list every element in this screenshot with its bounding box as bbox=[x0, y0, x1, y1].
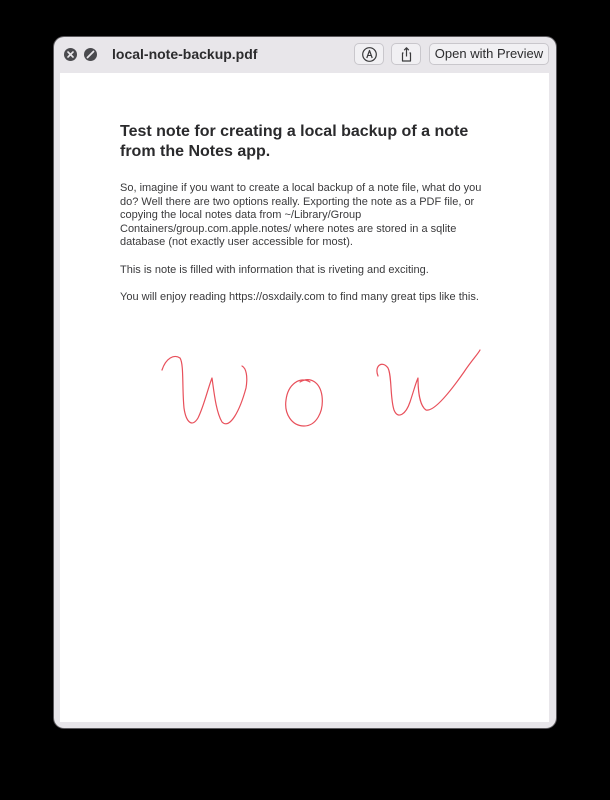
close-button[interactable] bbox=[64, 48, 77, 61]
document-title: Test note for creating a local backup of a note from the Notes app. bbox=[120, 123, 469, 160]
minimize-button[interactable] bbox=[84, 48, 97, 61]
open-with-preview-button[interactable]: Open with Preview bbox=[429, 43, 549, 65]
paragraph: So, imagine if you want to create a local backup of a note file, what do you do? Well there are two options really. Exporting the note as a PDF file, or copying the local notes data from ~/Library/Group Containers/group.com.apple.notes/ where notes are stored in a sqlite database (not exactly user accessible for most). bbox=[120, 182, 482, 248]
markup-button[interactable] bbox=[354, 43, 384, 65]
drawing-strokes bbox=[162, 350, 480, 426]
window-title: local-note-backup.pdf bbox=[112, 46, 258, 62]
paragraph: You will enjoy reading https://osxdaily.com to find many great tips like this. bbox=[120, 291, 479, 303]
close-x-icon bbox=[64, 48, 77, 61]
paragraph: This is note is filled with information that is riveting and exciting. bbox=[120, 263, 429, 276]
title-bar[interactable] bbox=[54, 37, 556, 71]
markup-pen-icon bbox=[361, 46, 378, 63]
share-button[interactable] bbox=[391, 43, 421, 65]
share-icon bbox=[398, 46, 415, 63]
quicklook-window bbox=[54, 37, 556, 728]
minimize-icon bbox=[84, 48, 97, 61]
document-content bbox=[120, 122, 495, 305]
pdf-page bbox=[60, 73, 549, 722]
handwritten-wow-drawing bbox=[160, 348, 490, 443]
